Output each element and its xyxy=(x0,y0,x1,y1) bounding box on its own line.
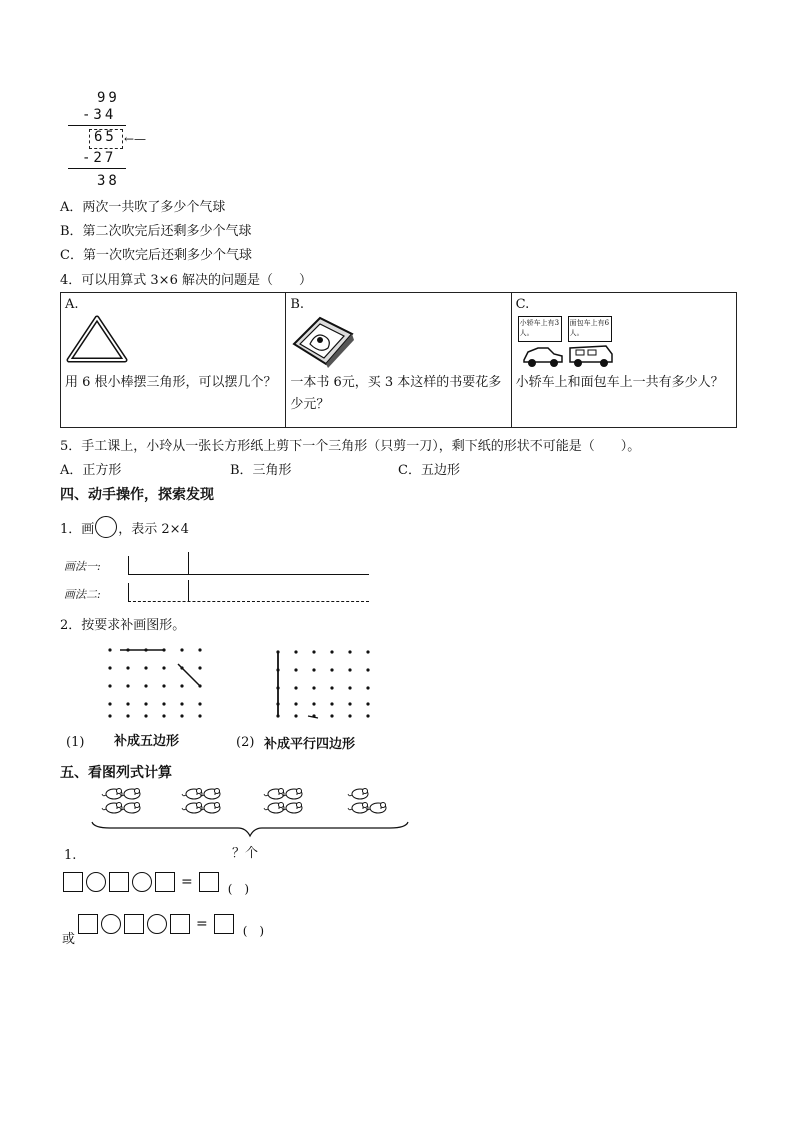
answer-box[interactable] xyxy=(124,914,144,934)
unit-paren[interactable]: ( ) xyxy=(227,881,250,896)
operator-circle[interactable] xyxy=(132,872,152,892)
method1-label: 画法一: xyxy=(64,560,101,573)
answer-box[interactable] xyxy=(78,914,98,934)
calc-line-3: 65 xyxy=(94,129,117,145)
result-box[interactable] xyxy=(199,872,219,892)
q5-option-a: A．正方形 xyxy=(60,463,122,478)
s4-q2: 2．按要求补画图形。 xyxy=(60,618,186,633)
answer-box[interactable] xyxy=(109,872,129,892)
calc-line-4: -27 xyxy=(82,150,117,166)
operator-circle[interactable] xyxy=(147,914,167,934)
fig1-caption: 补成五边形 xyxy=(114,734,180,749)
q5-option-c: C．五边形 xyxy=(398,463,460,478)
answer-box[interactable] xyxy=(170,914,190,934)
circle-icon xyxy=(95,516,117,538)
mouse-group-3 xyxy=(264,789,302,814)
method1-divider xyxy=(188,552,189,574)
fig2-caption: 补成平行四边形 xyxy=(264,737,356,752)
q4-cell-c[interactable] xyxy=(511,293,736,428)
arrow-left-icon: ←— xyxy=(124,132,147,146)
method2-divider xyxy=(188,580,189,602)
q3-option-c: C．第一次吹完后还剩多少个气球 xyxy=(60,248,252,263)
method1-answer-line[interactable] xyxy=(128,556,369,575)
equation-row-1 xyxy=(63,872,250,896)
dot-grid-parallelogram[interactable] xyxy=(268,644,378,724)
q4-cell-c-letter: C. xyxy=(515,297,530,312)
q3-option-b: B．第二次吹完后还剩多少个气球 xyxy=(60,224,252,239)
total-label: ？个 xyxy=(232,846,259,861)
q5-stem: 5．手工课上，小玲从一张长方形纸上剪下一个三角形（只剪一刀），剩下纸的形状不可能是（ ）。 xyxy=(60,439,641,454)
fig1-label: (1) xyxy=(66,735,85,750)
q4-cell-a[interactable] xyxy=(61,293,286,428)
operator-circle[interactable] xyxy=(86,872,106,892)
unit-paren[interactable]: ( ) xyxy=(242,923,265,938)
triangle-sticks-icon xyxy=(65,314,281,372)
q4-cell-c-text: 小轿车上和面包车上一共有多少人？ xyxy=(515,375,724,390)
calc-rule-2 xyxy=(68,168,126,169)
q4-stem: 4．可以用算式 3×6 解决的问题是（ ） xyxy=(60,273,312,288)
section4-title: 四、动手操作，探索发现 xyxy=(60,487,214,503)
q4-options-table xyxy=(60,292,737,428)
equals-sign: = xyxy=(196,916,208,932)
calc-line-1: 99 xyxy=(97,90,120,106)
speech-bubble-right: 面包车上有6人。 xyxy=(568,316,612,342)
fig2-label: (2) xyxy=(236,735,255,750)
calc-rule-1 xyxy=(68,125,126,126)
calc-line-5: 38 xyxy=(97,173,120,189)
s4-q1-suffix: ，表示 2×4 xyxy=(118,521,189,537)
mouse-group-2 xyxy=(182,789,220,814)
cars-picture xyxy=(516,314,732,372)
mouse-group-1 xyxy=(102,789,140,814)
s5-q1-number: 1. xyxy=(64,848,77,863)
method2-label: 画法二: xyxy=(64,588,101,601)
q3-option-a: A．两次一共吹了多少个气球 xyxy=(60,200,226,215)
section5-title: 五、看图列式计算 xyxy=(60,765,172,781)
dot-grid-pentagon[interactable] xyxy=(100,640,210,722)
q5-option-b: B．三角形 xyxy=(230,463,292,478)
speech-bubble-left: 小轿车上有3人。 xyxy=(518,316,562,342)
method2-answer-line[interactable] xyxy=(128,583,369,602)
answer-box[interactable] xyxy=(155,872,175,892)
van-icon xyxy=(570,346,612,367)
answer-box[interactable] xyxy=(63,872,83,892)
result-box[interactable] xyxy=(214,914,234,934)
q4-cell-b[interactable] xyxy=(286,293,511,428)
mouse-group-4 xyxy=(348,789,386,814)
book-icon xyxy=(290,314,506,372)
equation-row-2 xyxy=(78,914,265,938)
operator-circle[interactable] xyxy=(101,914,121,934)
q4-cell-a-text: 用 6 根小棒摆三角形，可以摆几个？ xyxy=(65,375,277,390)
q4-cell-b-text: 一本书 6元，买 3 本这样的书要花多少元？ xyxy=(290,375,502,412)
q4-cell-b-letter: B. xyxy=(290,297,305,312)
q4-cell-a-letter: A. xyxy=(65,297,79,312)
brace-icon xyxy=(92,822,408,836)
car-icon xyxy=(524,348,562,367)
s4-q1-row xyxy=(60,516,189,538)
mice-picture xyxy=(90,784,420,840)
s4-q1-prefix: 1．画 xyxy=(60,521,95,537)
or-label: 或 xyxy=(62,932,76,947)
calc-line-2: -34 xyxy=(82,107,117,123)
equals-sign: = xyxy=(181,874,193,890)
